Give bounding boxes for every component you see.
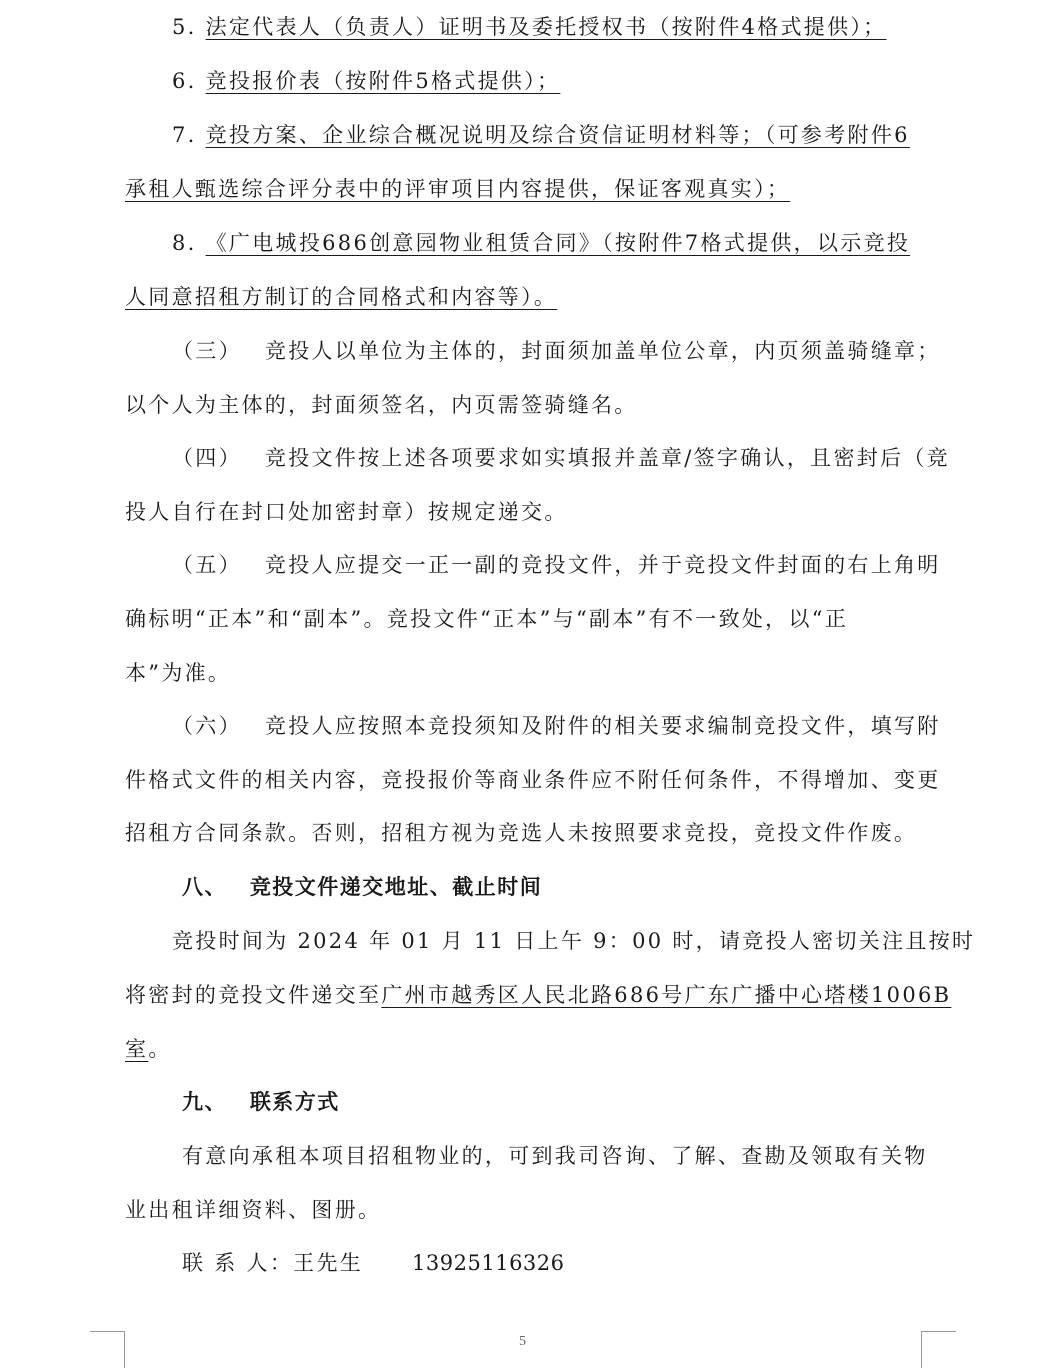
heading-title: 联系方式 xyxy=(249,1090,340,1114)
item-number: 6. xyxy=(172,69,197,93)
list-item-7 xyxy=(172,120,910,150)
section-3-cont: 以个人为主体的，封面须签名，内页需签骑缝名。 xyxy=(125,393,638,417)
section-4-cont: 投人自行在封口处加密封章）按规定递交。 xyxy=(125,500,568,524)
section-label: （六） xyxy=(172,714,242,738)
item-number: 5. xyxy=(172,15,197,39)
section-5 xyxy=(172,550,941,580)
heading-number: 九、 xyxy=(182,1090,227,1114)
contact-intro-cont: 业出租详细资料、图册。 xyxy=(125,1198,382,1222)
list-item-8 xyxy=(172,228,910,258)
list-item-6 xyxy=(172,66,560,96)
address-prefix: 将密封的竞投文件递交至 xyxy=(125,983,382,1007)
heading-number: 八、 xyxy=(182,875,227,899)
section-5-cont-2: 本”为准。 xyxy=(125,661,232,685)
contact-intro-text: 有意向承租本项目招租物业的，可到我司咨询、了解、查勘及领取有关物 xyxy=(182,1144,928,1168)
section-label: （五） xyxy=(172,553,242,577)
submission-time-text: 竞投时间为 2024 年 01 月 11 日上午 9：00 时，请竞投人密切关注且按时 xyxy=(172,929,976,953)
contact-person xyxy=(182,1248,565,1278)
submission-address-line xyxy=(125,980,951,1010)
item-text: 《广电城投686创意园物业租赁合同》（按附件7格式提供，以示竞投 xyxy=(205,231,911,255)
item-number: 7. xyxy=(172,123,197,147)
contact-label: 联 系 人：王先生 xyxy=(182,1251,364,1275)
section-text: 竞投人应按照本竞投须知及附件的相关要求编制竞投文件，填写附 xyxy=(264,714,941,738)
list-item-7-cont xyxy=(125,174,790,204)
list-item-8-cont xyxy=(125,282,557,312)
section-4 xyxy=(172,443,950,473)
section-text: 竞投人以单位为主体的，封面须加盖单位公章，内页须盖骑缝章； xyxy=(264,339,941,363)
section-label: （四） xyxy=(172,446,242,470)
page-number: 5 xyxy=(519,1334,526,1349)
item-text: 法定代表人（负责人）证明书及委托授权书（按附件4格式提供）； xyxy=(205,15,887,39)
address-period: 。 xyxy=(148,1037,172,1061)
submission-address-end xyxy=(125,1034,172,1064)
list-item-5 xyxy=(172,12,886,42)
item-number: 8. xyxy=(172,231,197,255)
heading-8 xyxy=(182,872,542,902)
section-3 xyxy=(172,336,941,366)
item-text: 竞投报价表（按附件5格式提供）； xyxy=(205,69,561,93)
section-6 xyxy=(172,711,941,741)
section-5-cont: 确标明“正本”和“副本”。竞投文件“正本”与“副本”有不一致处，以“正 xyxy=(125,607,849,631)
item-text: 人同意招租方制订的合同格式和内容等）。 xyxy=(125,285,558,309)
item-text: 承租人甄选综合评分表中的评审项目内容提供，保证客观真实）； xyxy=(125,177,791,201)
address-text: 广州市越秀区人民北路686号广东广播中心塔楼1006B xyxy=(381,983,952,1007)
heading-title: 竞投文件递交地址、截止时间 xyxy=(249,875,543,899)
contact-phone: 13925116326 xyxy=(412,1251,565,1275)
section-6-cont-2: 招租方合同条款。否则，招租方视为竞选人未按照要求竞投，竞投文件作废。 xyxy=(125,821,918,845)
heading-9 xyxy=(182,1087,340,1117)
address-text-end: 室 xyxy=(125,1037,149,1061)
section-text: 竞投人应提交一正一副的竞投文件，并于竞投文件封面的右上角明 xyxy=(264,553,941,577)
section-text: 竞投文件按上述各项要求如实填报并盖章/签字确认，且密封后（竞 xyxy=(264,446,950,470)
section-label: （三） xyxy=(172,339,242,363)
section-6-cont: 件格式文件的相关内容，竞投报价等商业条件应不附任何条件，不得增加、变更 xyxy=(125,768,941,792)
item-text: 竞投方案、企业综合概况说明及综合资信证明材料等；（可参考附件6 xyxy=(205,123,910,147)
